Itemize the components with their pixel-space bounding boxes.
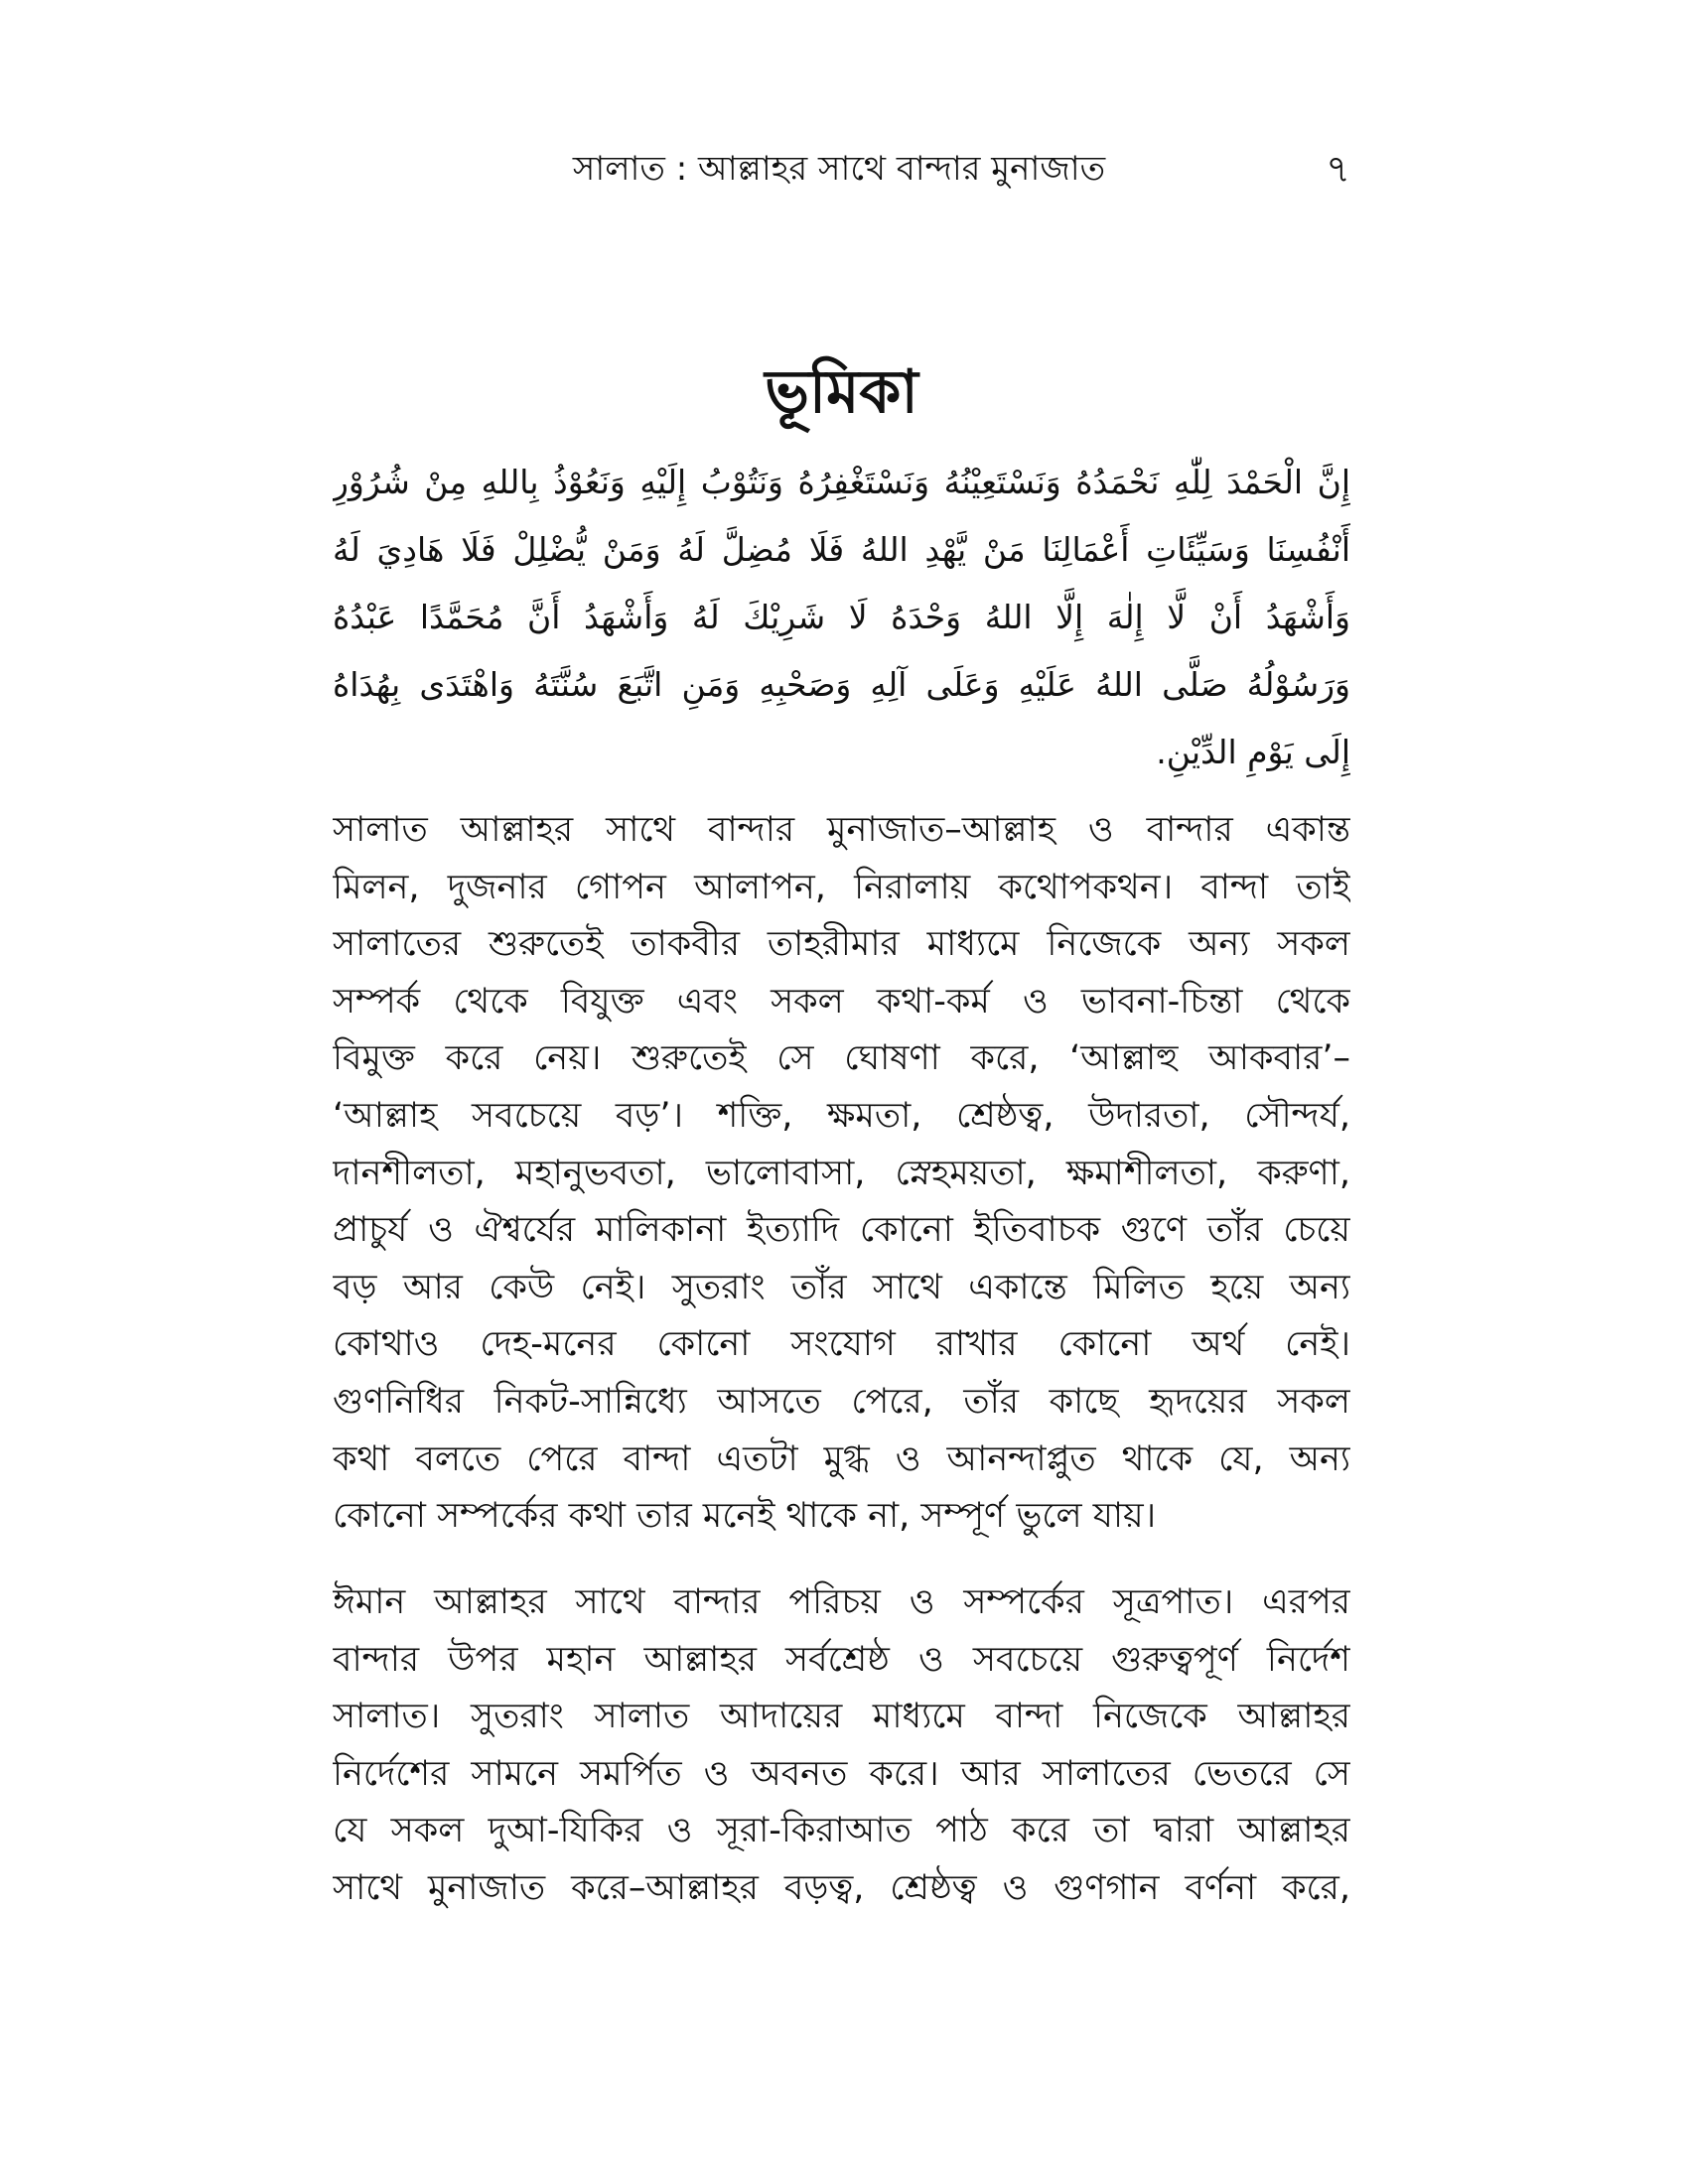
text-line: কোনো সম্পর্কের কথা তার মনেই থাকে না, সম্পূর্ণ ভুলে যায়। xyxy=(333,1496,1157,1537)
text-line: ‘আল্লাহ সবচেয়ে বড়’। শক্তি, ক্ষমতা, শ্রেষ্ঠত্ব, উদারতা, সৌন্দর্য, xyxy=(333,1095,1350,1136)
arabic-line: أَنْفُسِنَا وَسَيِّئَاتِ أَعْمَالِنَا مَنْ يَّهْدِ اللهُ فَلَا مُضِلَّ لَهُ وَمَنْ يُّضْلِلْ فَلَا هَادِيَ لَهُ xyxy=(333,530,1350,569)
text-line: সালাত আল্লাহর সাথে বান্দার মুনাজাত–আল্লাহ ও বান্দার একান্ত xyxy=(333,810,1350,850)
text-line: কোথাও দেহ-মনের কোনো সংযোগ রাখার কোনো অর্থ নেই। xyxy=(333,1324,1350,1365)
paragraph-1 xyxy=(333,802,1350,1546)
text-line: বিমুক্ত করে নেয়। শুরুতেই সে ঘোষণা করে, ‘আল্লাহু আকবার’– xyxy=(333,1038,1350,1079)
text-line: সালাত। সুতরাং সালাত আদায়ের মাধ্যমে বান্দা নিজেকে আল্লাহর xyxy=(333,1697,1350,1737)
text-line: সম্পর্ক থেকে বিযুক্ত এবং সকল কথা-কর্ম ও ভাবনা-চিন্তা থেকে xyxy=(333,981,1350,1022)
text-line: দানশীলতা, মহানুভবতা, ভালোবাসা, স্নেহময়তা, ক্ষমাশীলতা, করুণা, xyxy=(333,1153,1350,1193)
arabic-opening-sermon xyxy=(333,449,1350,786)
paragraph-2 xyxy=(333,1574,1350,1918)
text-line: গুণনিধির নিকট-সান্নিধ্যে আসতে পেরে, তাঁর কাছে হৃদয়ের সকল xyxy=(333,1381,1350,1422)
text-line: যে সকল দুআ-যিকির ও সূরা-কিরাআত পাঠ করে তা দ্বারা আল্লাহর xyxy=(333,1811,1350,1851)
text-line: নির্দেশের সামনে সমর্পিত ও অবনত করে। আর সালাতের ভেতরে সে xyxy=(333,1753,1350,1794)
text-line: মিলন, দুজনার গোপন আলাপন, নিরালায় কথোপকথন। বান্দা তাই xyxy=(333,867,1350,907)
text-line: কথা বলতে পেরে বান্দা এতটা মুগ্ধ ও আনন্দাপ্লুত থাকে যে, অন্য xyxy=(333,1438,1350,1479)
text-line: ঈমান আল্লাহর সাথে বান্দার পরিচয় ও সম্পর্কের সূত্রপাত। এরপর xyxy=(333,1582,1350,1622)
running-title: সালাত : আল্লাহর সাথে বান্দার মুনাজাত xyxy=(572,149,1106,189)
text-line: সালাতের শুরুতেই তাকবীর তাহরীমার মাধ্যমে নিজেকে অন্য সকল xyxy=(333,924,1350,965)
arabic-line: إِلَى يَوْمِ الدِّيْنِ. xyxy=(1156,733,1350,771)
arabic-line: وَرَسُوْلُهُ صَلَّى اللهُ عَلَيْهِ وَعَلَى آلِهِ وَصَحْبِهِ وَمَنِ اتَّبَعَ سُنَّتَهُ وَاهْتَدَى بِهُدَاهُ xyxy=(333,665,1350,704)
page-number: ৭ xyxy=(1326,147,1350,191)
arabic-line: وَأَشْهَدُ أَنْ لَّا إِلٰهَ إِلَّا اللهُ وَحْدَهُ لَا شَرِيْكَ لَهُ وَأَشْهَدُ أَنَّ مُحَمَّدًا عَبْدُهُ xyxy=(333,598,1350,636)
text-line: সাথে মুনাজাত করে–আল্লাহর বড়ত্ব, শ্রেষ্ঠত্ব ও গুণগান বর্ণনা করে, xyxy=(333,1867,1350,1908)
arabic-line: إِنَّ الْحَمْدَ لِلّٰهِ نَحْمَدُهُ وَنَسْتَعِيْنُهُ وَنَسْتَغْفِرُهُ وَنَتُوْبُ إِلَيْهِ وَنَعُوْذُ بِاللهِ مِنْ شُرُوْرِ xyxy=(333,463,1350,501)
running-header xyxy=(333,144,1350,204)
text-line: বড় আর কেউ নেই। সুতরাং তাঁর সাথে একান্তে মিলিত হয়ে অন্য xyxy=(333,1267,1350,1307)
text-line: বান্দার উপর মহান আল্লাহর সর্বশ্রেষ্ঠ ও সবচেয়ে গুরুত্বপূর্ণ নির্দেশ xyxy=(333,1639,1350,1680)
section-title: ভূমিকা xyxy=(765,357,918,427)
text-line: প্রাচুর্য ও ঐশ্বর্যের মালিকানা ইত্যাদি কোনো ইতিবাচক গুণে তাঁর চেয়ে xyxy=(333,1210,1350,1251)
